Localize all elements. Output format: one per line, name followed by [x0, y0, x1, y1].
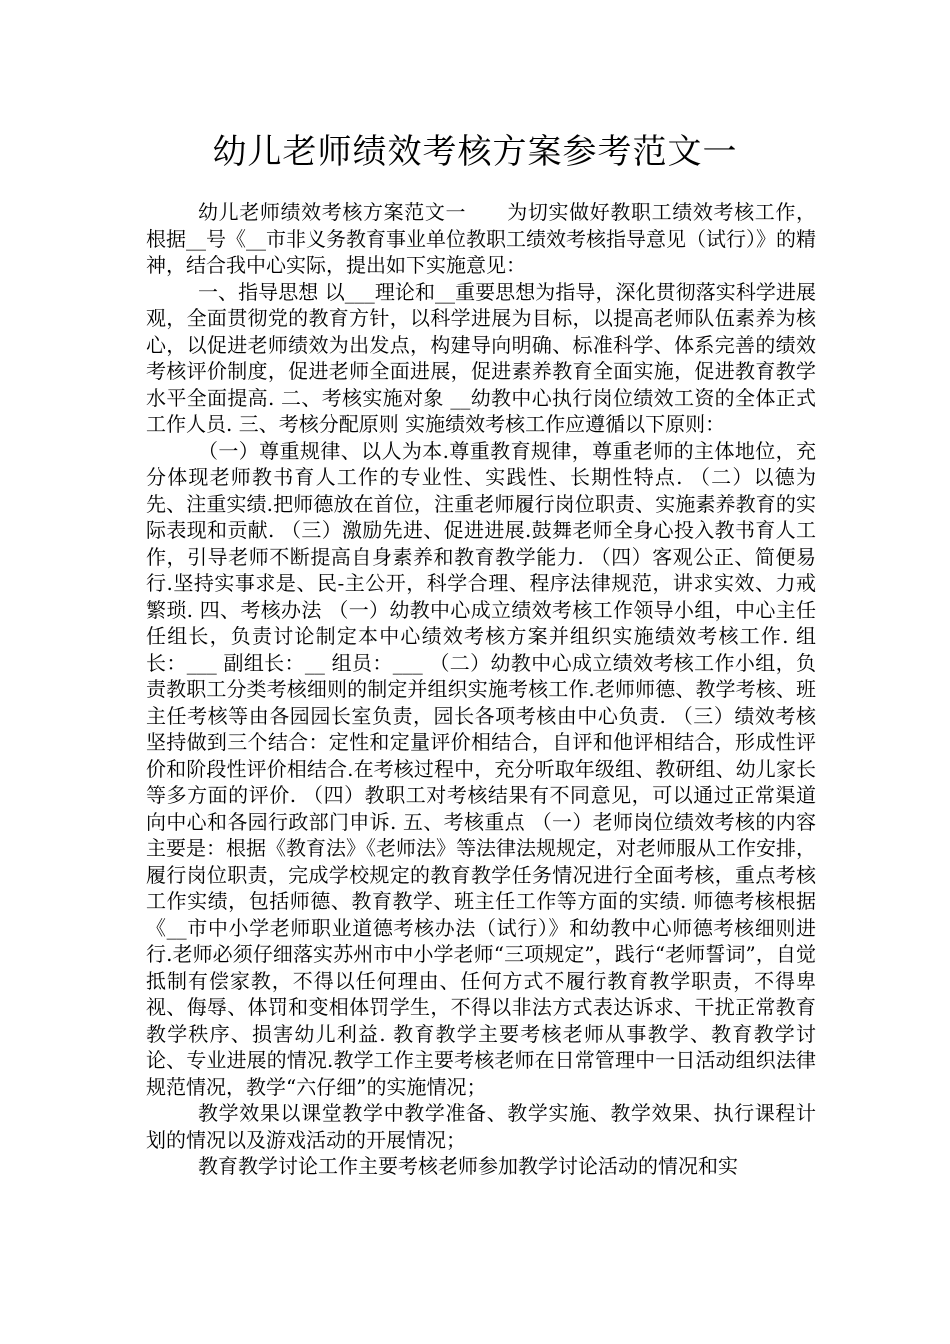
paragraph-teaching-research: 教育教学讨论工作主要考核老师参加教学讨论活动的情况和实: [198, 1154, 738, 1178]
document-body: [146, 199, 816, 1180]
paragraph-principles-and-methods: （一）尊重规律、以人为本.尊重教育规律，尊重老师的主体地位，充分体现老师教书育人工作的专业性、实践性、长期性特点. （二）以德为先、注重实绩.把师德放在首位，注重老师履行岗位职责、实施素养教育的实际表现和贡献. （三）激励先进、促进进展.鼓舞老师全身心投入教书育人工作，引导老师不断提高自身素养和教育教学能力. （四）客观公正、简便易行.坚持实事求是、民-主公开，科学合理、程序法律规范，讲求实效、力戒繁琐. 四、考核办法 （一）幼教中心成立绩效考核工作领导小组，中心主任任组长，负责讨论制定本中心绩效考核方案并组织实施绩效考核工作. 组长：___ 副组长：__ 组员：___ （二）幼教中心成立绩效考核工作小组，负责教职工分类考核细则的制定并组织实施考核工作.老师师德、教学考核、班主任考核等由各园园长室负责，园长各项考核由中心负责. （三）绩效考核坚持做到三个结合：定性和定量评价相结合，自评和他评相结合，形成性评价和阶段性评价相结合.在考核过程中，充分听取年级组、教研组、幼儿家长等多方面的评价. （四）教职工对考核结果有不同意见，可以通过正常渠道向中心和各园行政部门申诉. 五、考核重点 （一）老师岗位绩效考核的内容主要是：根据《教育法》《老师法》等法律法规规定，对老师服从工作安排，履行岗位职责，完成学校规定的教育教学任务情况进行全面考核，重点考核工作实绩，包括师德、教育教学、班主任工作等方面的实绩. 师德考核根据《__市中小学老师职业道德考核办法（试行）》和幼教中心师德考核细则进行.老师必须仔细落实苏州市中小学老师“三项规定”，践行“老师誓词”，自觉抵制有偿家教，不得以任何理由、任何方式不履行教育教学职责，不得卑视、侮辱、体罚和变相体罚学生，不得以非法方式表达诉求、干扰正常教育教学秩序、损害幼儿利益. 教育教学主要考核老师从事教学、教育教学讨论、专业进展的情况.教学工作主要考核老师在日常管理中一日活动组织法律规范情况，教学“六仔细”的实施情况；: [146, 438, 816, 1099]
paragraph-intro: 幼儿老师绩效考核方案范文一 为切实做好教职工绩效考核工作，根据__号《__市非义务教育事业单位教职工绩效考核指导意见（试行）》的精神，结合我中心实际，提出如下实施意见：: [146, 200, 816, 277]
paragraph-teaching-effect: 教学效果以课堂教学中教学准备、教学实施、教学效果、执行课程计划的情况以及游戏活动的开展情况；: [146, 1101, 816, 1152]
paragraph-guiding-ideology: 一、指导思想 以___理论和__重要思想为指导，深化贯彻落实科学进展观，全面贯彻党的教育方针，以科学进展为目标，以提高老师队伍素养为核心，以促进老师绩效为出发点，构建导向明确、标准科学、体系完善的绩效考核评价制度，促进老师全面进展，促进素养教育全面实施，促进教育教学水平全面提高. 二、考核实施对象 __幼教中心执行岗位绩效工资的全体正式工作人员. 三、考核分配原则 实施绩效考核工作应遵循以下原则：: [146, 279, 816, 436]
document-title: 幼儿老师绩效考核方案参考范文一: [212, 132, 738, 172]
